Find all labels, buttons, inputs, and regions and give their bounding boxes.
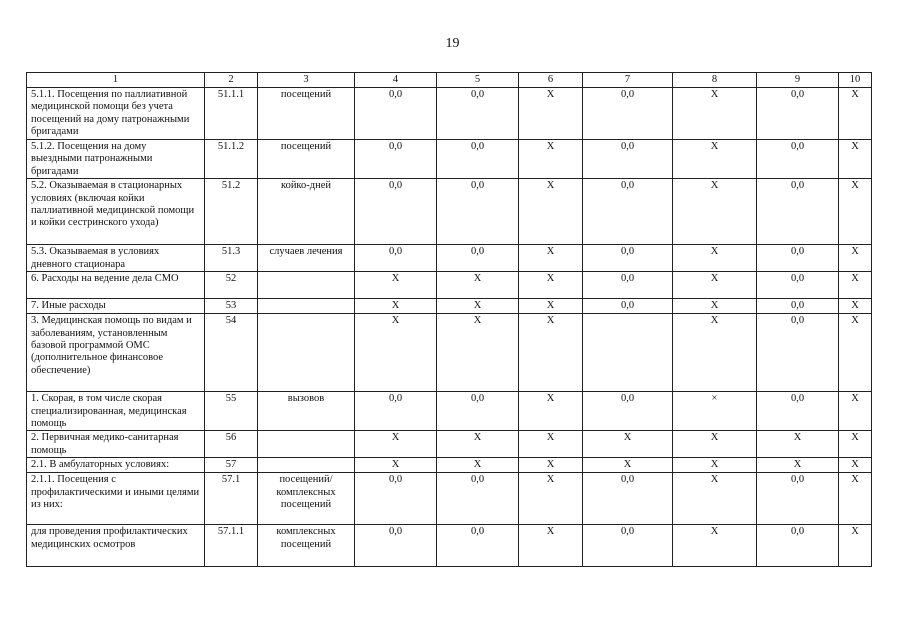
table-cell: X <box>673 314 757 392</box>
table-cell: X <box>437 314 519 392</box>
table-cell: 53 <box>205 299 258 314</box>
table-cell: X <box>519 140 583 179</box>
data-table <box>26 72 872 567</box>
table-cell: X <box>839 179 872 245</box>
table-cell: X <box>519 525 583 567</box>
table-cell: X <box>519 458 583 473</box>
table-cell: X <box>437 458 519 473</box>
table-cell: X <box>519 473 583 525</box>
table-row <box>27 88 872 140</box>
table-row <box>27 473 872 525</box>
table-cell: X <box>839 525 872 567</box>
table-cell: 0,0 <box>583 392 673 431</box>
table-cell: 0,0 <box>437 179 519 245</box>
table-cell: 0,0 <box>583 299 673 314</box>
table-row <box>27 179 872 245</box>
header-row <box>27 73 872 88</box>
header-cell: 1 <box>27 73 205 88</box>
table-cell: 56 <box>205 431 258 458</box>
table-cell: 0,0 <box>757 272 839 299</box>
table-cell: 0,0 <box>437 245 519 272</box>
header-cell: 10 <box>839 73 872 88</box>
table-cell: 51.2 <box>205 179 258 245</box>
table-cell: X <box>673 525 757 567</box>
table-cell: × <box>673 392 757 431</box>
table-cell: X <box>673 179 757 245</box>
row-label-cell: 3. Медицинская помощь по видам и заболеваниям, установленным базовой программой ОМС (дополнительное финансовое обеспечение) <box>27 314 205 392</box>
table-cell: 0,0 <box>437 88 519 140</box>
header-cell: 2 <box>205 73 258 88</box>
table-cell: X <box>519 272 583 299</box>
table-cell: X <box>519 179 583 245</box>
table-cell: X <box>355 314 437 392</box>
table-cell: X <box>355 272 437 299</box>
table-cell: 0,0 <box>757 88 839 140</box>
table-cell: X <box>355 299 437 314</box>
row-label-cell: 5.1.1. Посещения по паллиативной медицинской помощи без учета посещений на дому патронажными бригадами <box>27 88 205 140</box>
table-cell: 0,0 <box>355 392 437 431</box>
table-cell: 57.1 <box>205 473 258 525</box>
table-cell: X <box>673 299 757 314</box>
table-cell: X <box>583 458 673 473</box>
table-cell: 0,0 <box>583 525 673 567</box>
row-label-cell: 5.2. Оказываемая в стационарных условиях (включая койки паллиативной медицинской помощи и койки сестринского ухода) <box>27 179 205 245</box>
row-label-cell: для проведения профилактических медицинских осмотров <box>27 525 205 567</box>
table-cell: 0,0 <box>757 140 839 179</box>
table-cell: случаев лечения <box>258 245 355 272</box>
table-cell: X <box>437 272 519 299</box>
table-cell: X <box>839 140 872 179</box>
header-cell: 4 <box>355 73 437 88</box>
table-cell: 0,0 <box>757 392 839 431</box>
header-cell: 5 <box>437 73 519 88</box>
table-cell: X <box>839 458 872 473</box>
header-cell: 9 <box>757 73 839 88</box>
table-cell: X <box>437 299 519 314</box>
table-cell: X <box>673 431 757 458</box>
table-cell: X <box>673 245 757 272</box>
table-row <box>27 299 872 314</box>
table-cell: X <box>839 88 872 140</box>
table-cell: вызовов <box>258 392 355 431</box>
table-cell: 55 <box>205 392 258 431</box>
table-row <box>27 431 872 458</box>
table-cell: 57.1.1 <box>205 525 258 567</box>
table-cell <box>258 314 355 392</box>
table-cell: X <box>437 431 519 458</box>
row-label-cell: 5.1.2. Посещения на дому выездными патронажными бригадами <box>27 140 205 179</box>
table-cell: 52 <box>205 272 258 299</box>
table-cell: X <box>673 88 757 140</box>
table-cell: 0,0 <box>583 245 673 272</box>
table-cell: 0,0 <box>583 272 673 299</box>
table-cell: X <box>673 458 757 473</box>
table-cell: X <box>673 272 757 299</box>
table-cell: 0,0 <box>757 299 839 314</box>
header-cell: 8 <box>673 73 757 88</box>
table-cell: X <box>519 245 583 272</box>
table-cell: 0,0 <box>583 140 673 179</box>
table-cell: 0,0 <box>355 179 437 245</box>
table-cell: X <box>839 431 872 458</box>
table-cell: X <box>355 431 437 458</box>
table-cell: комплексных посещений <box>258 525 355 567</box>
table-cell: X <box>519 88 583 140</box>
table-cell: X <box>839 314 872 392</box>
table-cell <box>258 272 355 299</box>
table-row <box>27 525 872 567</box>
table-cell: X <box>583 431 673 458</box>
table-cell: 0,0 <box>583 473 673 525</box>
table-cell: 0,0 <box>583 179 673 245</box>
table-cell: X <box>839 473 872 525</box>
table-cell: X <box>673 140 757 179</box>
table-cell: 51.1.2 <box>205 140 258 179</box>
table-cell: X <box>839 392 872 431</box>
table-cell <box>258 458 355 473</box>
table-cell: посещений <box>258 140 355 179</box>
table-cell: 0,0 <box>355 525 437 567</box>
table-cell <box>258 299 355 314</box>
table-cell: 0,0 <box>355 473 437 525</box>
table-cell: 0,0 <box>757 245 839 272</box>
table-cell: X <box>757 431 839 458</box>
table-cell: X <box>757 458 839 473</box>
table-cell: посещений <box>258 88 355 140</box>
header-cell: 7 <box>583 73 673 88</box>
table-cell: X <box>839 245 872 272</box>
table-cell: 0,0 <box>355 245 437 272</box>
table-row <box>27 140 872 179</box>
header-cell: 3 <box>258 73 355 88</box>
table-cell: X <box>839 272 872 299</box>
table-cell: 0,0 <box>355 88 437 140</box>
row-label-cell: 1. Скорая, в том числе скорая специализированная, медицинская помощь <box>27 392 205 431</box>
table-cell: посещений/ комплексных посещений <box>258 473 355 525</box>
table-cell: 0,0 <box>757 525 839 567</box>
table-row <box>27 458 872 473</box>
table-cell: 51.1.1 <box>205 88 258 140</box>
table-cell <box>583 314 673 392</box>
row-label-cell: 7. Иные расходы <box>27 299 205 314</box>
table-cell: 54 <box>205 314 258 392</box>
row-label-cell: 2.1.1. Посещения с профилактическими и иными целями из них: <box>27 473 205 525</box>
table-cell: X <box>519 392 583 431</box>
table-cell: 57 <box>205 458 258 473</box>
table-cell: 0,0 <box>757 179 839 245</box>
table-row <box>27 314 872 392</box>
table-cell: X <box>355 458 437 473</box>
table-cell: X <box>519 431 583 458</box>
table-cell: X <box>519 314 583 392</box>
table-cell: X <box>839 299 872 314</box>
header-cell: 6 <box>519 73 583 88</box>
table-row <box>27 392 872 431</box>
table-cell: 0,0 <box>757 473 839 525</box>
table-cell: 51.3 <box>205 245 258 272</box>
table-row <box>27 245 872 272</box>
table-cell: 0,0 <box>757 314 839 392</box>
table-cell: 0,0 <box>437 473 519 525</box>
table-cell <box>258 431 355 458</box>
page-number: 19 <box>445 36 460 51</box>
table-row <box>27 272 872 299</box>
row-label-cell: 5.3. Оказываемая в условиях дневного стационара <box>27 245 205 272</box>
row-label-cell: 2.1. В амбулаторных условиях: <box>27 458 205 473</box>
row-label-cell: 2. Первичная медико-санитарная помощь <box>27 431 205 458</box>
table-cell: 0,0 <box>437 140 519 179</box>
table-cell: 0,0 <box>355 140 437 179</box>
table-cell: X <box>673 473 757 525</box>
table-cell: 0,0 <box>437 392 519 431</box>
table-cell: X <box>519 299 583 314</box>
table-cell: койко-дней <box>258 179 355 245</box>
table-cell: 0,0 <box>437 525 519 567</box>
table-cell: 0,0 <box>583 88 673 140</box>
row-label-cell: 6. Расходы на ведение дела СМО <box>27 272 205 299</box>
